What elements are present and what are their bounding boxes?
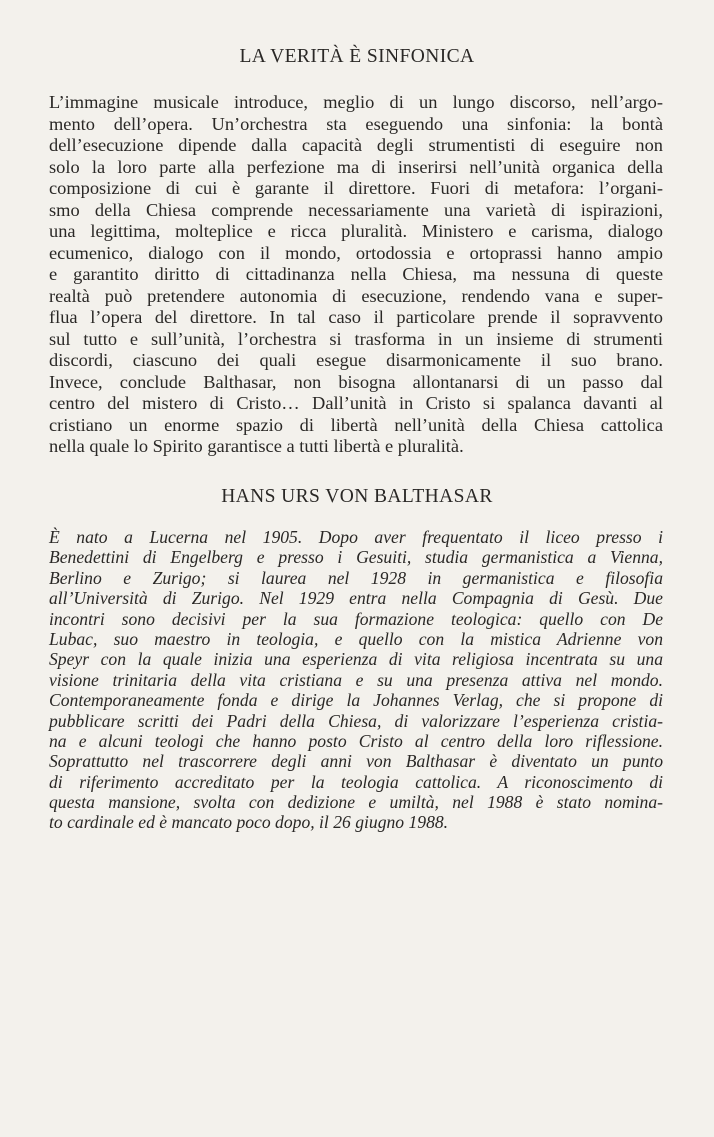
text-line: nella quale lo Spirito garantisce a tutti libertà e pluralità. bbox=[49, 436, 464, 456]
text-line: mento dell’opera. Un’orchestra sta eseguendo una sinfonia: la bontà bbox=[49, 113, 663, 134]
text-line: to cardinale ed è mancato poco dopo, il 26 giugno 1988. bbox=[49, 812, 449, 833]
essay-title: LA VERITÀ È SINFONICA bbox=[239, 46, 475, 67]
text-line: smo della Chiesa comprende necessariamente una varietà di ispirazioni, bbox=[49, 199, 663, 220]
text-line: pubblicare scritti dei Padri della Chiesa, di valorizzare l’esperienza cristia- bbox=[49, 710, 663, 731]
text-line: centro del mistero di Cristo… Dall’unità in Cristo si spalanca davanti al bbox=[49, 393, 663, 413]
text-line: Speyr con la quale inizia una esperienza di vita religiosa incentrata su una bbox=[49, 649, 663, 670]
text-line: realtà può pretendere autonomia di esecuzione, rendendo vana e super- bbox=[49, 285, 663, 306]
text-line: questa mansione, svolta con dedizione e umiltà, nel 1988 è stato nomina- bbox=[49, 792, 663, 813]
text-line: flua l’opera del direttore. In tal caso il particolare prende il sopravvento bbox=[49, 307, 663, 327]
author-biography bbox=[49, 527, 663, 833]
text-line: di riferimento accreditato per la teologia cattolica. A riconoscimento di bbox=[49, 771, 663, 792]
text-line: È nato a Lucerna nel 1905. Dopo aver frequentato il liceo presso i bbox=[49, 527, 663, 547]
text-line: ecumenico, dialogo con il mondo, ortodossia e ortoprassi hanno ampio bbox=[49, 242, 663, 263]
text-line: composizione di cui è garante il direttore. Fuori di metafora: l’organi- bbox=[49, 178, 663, 198]
text-line: na e alcuni teologi che hanno posto Cristo al centro della loro riflessione. bbox=[49, 730, 663, 751]
text-line: all’Università di Zurigo. Nel 1929 entra nella Compagnia di Gesù. Due bbox=[49, 588, 663, 609]
text-line: Berlino e Zurigo; si laurea nel 1928 in germanistica e filosofia bbox=[49, 567, 663, 588]
text-line: sul tutto e sull’unità, l’orchestra si trasforma in un insieme di strumenti bbox=[49, 328, 663, 349]
text-line: Benedettini di Engelberg e presso i Gesuiti, studia germanistica a Vienna, bbox=[49, 547, 663, 568]
essay-text bbox=[49, 92, 663, 458]
text-line: cristiano un enorme spazio di libertà nell’unità della Chiesa cattolica bbox=[49, 414, 663, 435]
text-line: dell’esecuzione dipende dalla capacità degli strumentisti di eseguire non bbox=[49, 135, 663, 155]
text-line: una legittima, molteplice e ricca pluralità. Ministero e carisma, dialogo bbox=[49, 221, 663, 241]
text-line: L’immagine musicale introduce, meglio di un lungo discorso, nell’argo- bbox=[49, 92, 663, 112]
author-title: HANS URS VON BALTHASAR bbox=[221, 486, 493, 507]
text-line: visione trinitaria della vita cristiana e su una presenza attiva nel mondo. bbox=[49, 669, 663, 690]
text-line: discordi, ciascuno dei quali esegue disarmonicamente il suo brano. bbox=[49, 350, 663, 370]
text-line: incontri sono decisivi per la sua formazione teologica: quello con De bbox=[49, 608, 663, 629]
text-line: Invece, conclude Balthasar, non bisogna allontanarsi di un passo dal bbox=[49, 371, 663, 392]
text-line: Lubac, suo maestro in teologia, e quello con la mistica Adrienne von bbox=[49, 628, 663, 649]
text-line: e garantito diritto di cittadinanza nella Chiesa, ma nessuna di queste bbox=[49, 264, 663, 284]
text-line: Contemporaneamente fonda e dirige la Johannes Verlag, che si propone di bbox=[49, 690, 663, 711]
text-line: solo la loro parte alla perfezione ma di inserirsi nell’unità organica della bbox=[49, 156, 663, 177]
text-line: Soprattutto nel trascorrere degli anni von Balthasar è diventato un punto bbox=[49, 751, 663, 772]
